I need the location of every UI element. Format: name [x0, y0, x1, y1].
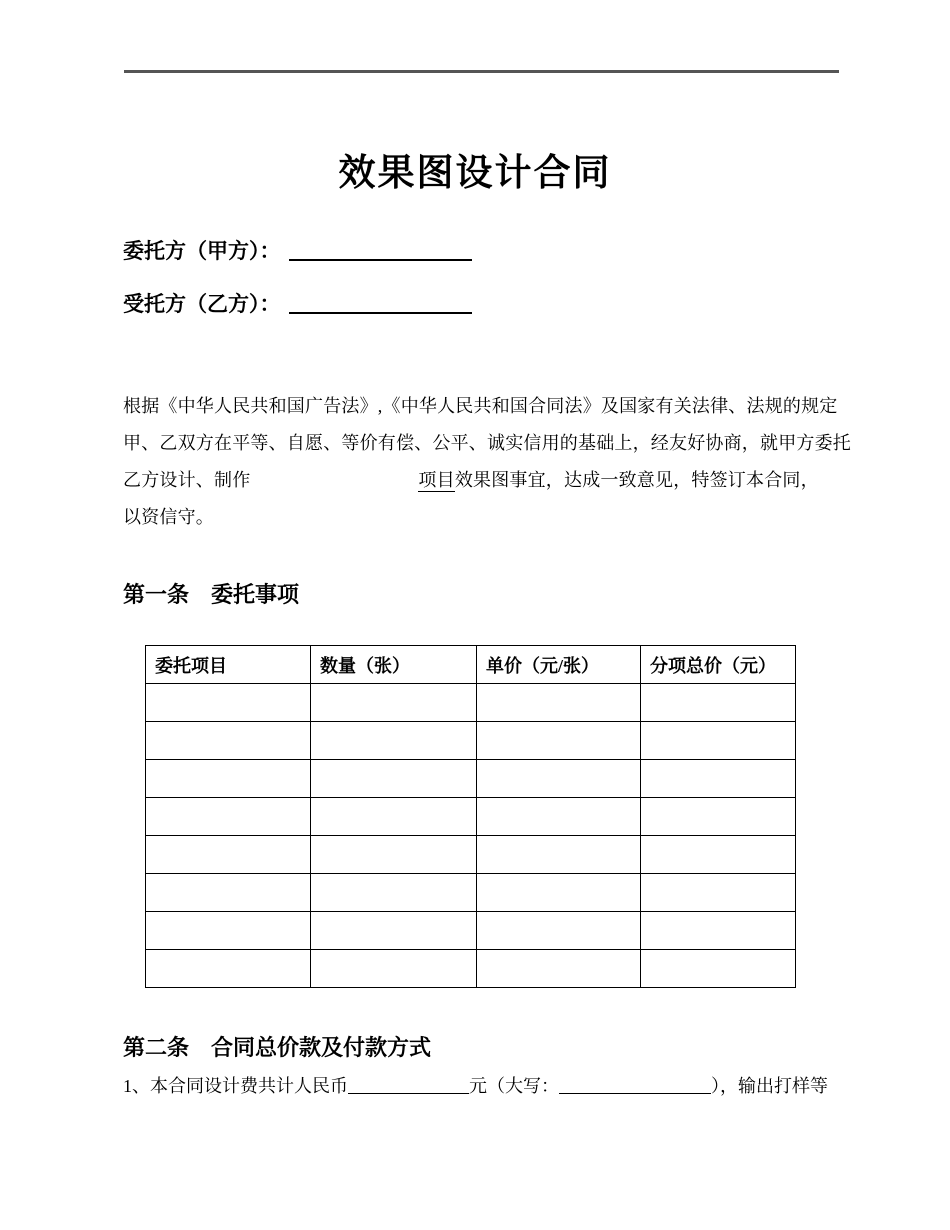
- payment-prefix: 1、本合同设计费共计人民币: [123, 1076, 348, 1096]
- preamble-line-4: 以资信守。: [123, 507, 214, 527]
- table-row: [146, 950, 796, 988]
- table-cell[interactable]: [311, 874, 477, 912]
- preamble-line-3: [123, 462, 853, 499]
- table-cell[interactable]: [477, 874, 641, 912]
- table-header-unit-price: 单价（元/张）: [477, 646, 641, 684]
- party-b-fill-blank[interactable]: [289, 291, 472, 314]
- table-cell[interactable]: [311, 722, 477, 760]
- preamble-line-3-rest: 效果图事宜，达成一致意见，特签订本合同，: [454, 470, 819, 490]
- table-row: [146, 836, 796, 874]
- payment-suffix: ），输出打样等: [711, 1076, 828, 1096]
- section-1-heading: [123, 583, 299, 607]
- preamble-line-3-text: 乙方设计、制作: [123, 470, 251, 490]
- payment-mid: 元（大写：: [469, 1076, 559, 1096]
- table-cell[interactable]: [146, 760, 311, 798]
- table-row: [146, 760, 796, 798]
- table-cell[interactable]: [477, 912, 641, 950]
- table-cell[interactable]: [477, 722, 641, 760]
- table-cell[interactable]: [641, 798, 796, 836]
- party-a-fill-blank[interactable]: [289, 238, 472, 261]
- preamble-paragraph: [123, 388, 853, 536]
- table-header-project: 委托项目: [146, 646, 311, 684]
- table-cell[interactable]: [311, 798, 477, 836]
- amount-words-fill-blank[interactable]: [559, 1075, 711, 1094]
- amount-fill-blank[interactable]: [348, 1075, 469, 1094]
- section-2-heading: [123, 1036, 431, 1060]
- table-cell[interactable]: [146, 684, 311, 722]
- payment-terms-line: [123, 1075, 828, 1098]
- party-a-label: 委托方（甲方）：: [123, 239, 281, 263]
- party-b-label: 受托方（乙方）：: [123, 292, 281, 316]
- table-header-quantity: 数量（张）: [311, 646, 477, 684]
- table-cell[interactable]: [311, 950, 477, 988]
- table-cell[interactable]: [311, 760, 477, 798]
- table-cell[interactable]: [477, 760, 641, 798]
- table-row: [146, 874, 796, 912]
- table-cell[interactable]: [641, 722, 796, 760]
- table-cell[interactable]: [477, 950, 641, 988]
- table-cell[interactable]: [146, 836, 311, 874]
- table-cell[interactable]: [641, 950, 796, 988]
- table-cell[interactable]: [641, 836, 796, 874]
- table-cell[interactable]: [146, 722, 311, 760]
- table-header-row: [146, 646, 796, 684]
- table-cell[interactable]: [146, 798, 311, 836]
- table-cell[interactable]: [641, 912, 796, 950]
- table-cell[interactable]: [477, 798, 641, 836]
- table-body: [146, 684, 796, 988]
- table-cell[interactable]: [641, 760, 796, 798]
- table-row: [146, 798, 796, 836]
- preamble-line-2: 甲、乙双方在平等、自愿、等价有偿、公平、诚实信用的基础上，经友好协商，就甲方委托: [123, 433, 851, 453]
- party-b-line: [123, 291, 472, 316]
- table-cell[interactable]: [641, 684, 796, 722]
- section-1-title: 委托事项: [211, 582, 300, 607]
- table-cell[interactable]: [311, 684, 477, 722]
- table-row: [146, 722, 796, 760]
- table-cell[interactable]: [477, 836, 641, 874]
- section-2-number: 第二条: [123, 1035, 190, 1060]
- table-row: [146, 912, 796, 950]
- table-cell[interactable]: [311, 836, 477, 874]
- table-cell[interactable]: [146, 912, 311, 950]
- table-row: [146, 684, 796, 722]
- party-a-line: [123, 238, 472, 263]
- table-cell[interactable]: [311, 912, 477, 950]
- document-title: 效果图设计合同: [338, 153, 612, 194]
- table-header-subtotal: 分项总价（元）: [641, 646, 796, 684]
- section-2-title: 合同总价款及付款方式: [211, 1035, 432, 1060]
- section-1-number: 第一条: [123, 582, 190, 607]
- table-cell[interactable]: [146, 950, 311, 988]
- table-cell[interactable]: [641, 874, 796, 912]
- commission-table: [145, 645, 796, 988]
- table-cell[interactable]: [146, 874, 311, 912]
- header-rule: [124, 70, 839, 73]
- project-underlined-word: 项目: [418, 470, 455, 490]
- table-cell[interactable]: [477, 684, 641, 722]
- preamble-line-1: 根据《中华人民共和国广告法》,《中华人民共和国合同法》及国家有关法律、法规的规定: [123, 396, 838, 416]
